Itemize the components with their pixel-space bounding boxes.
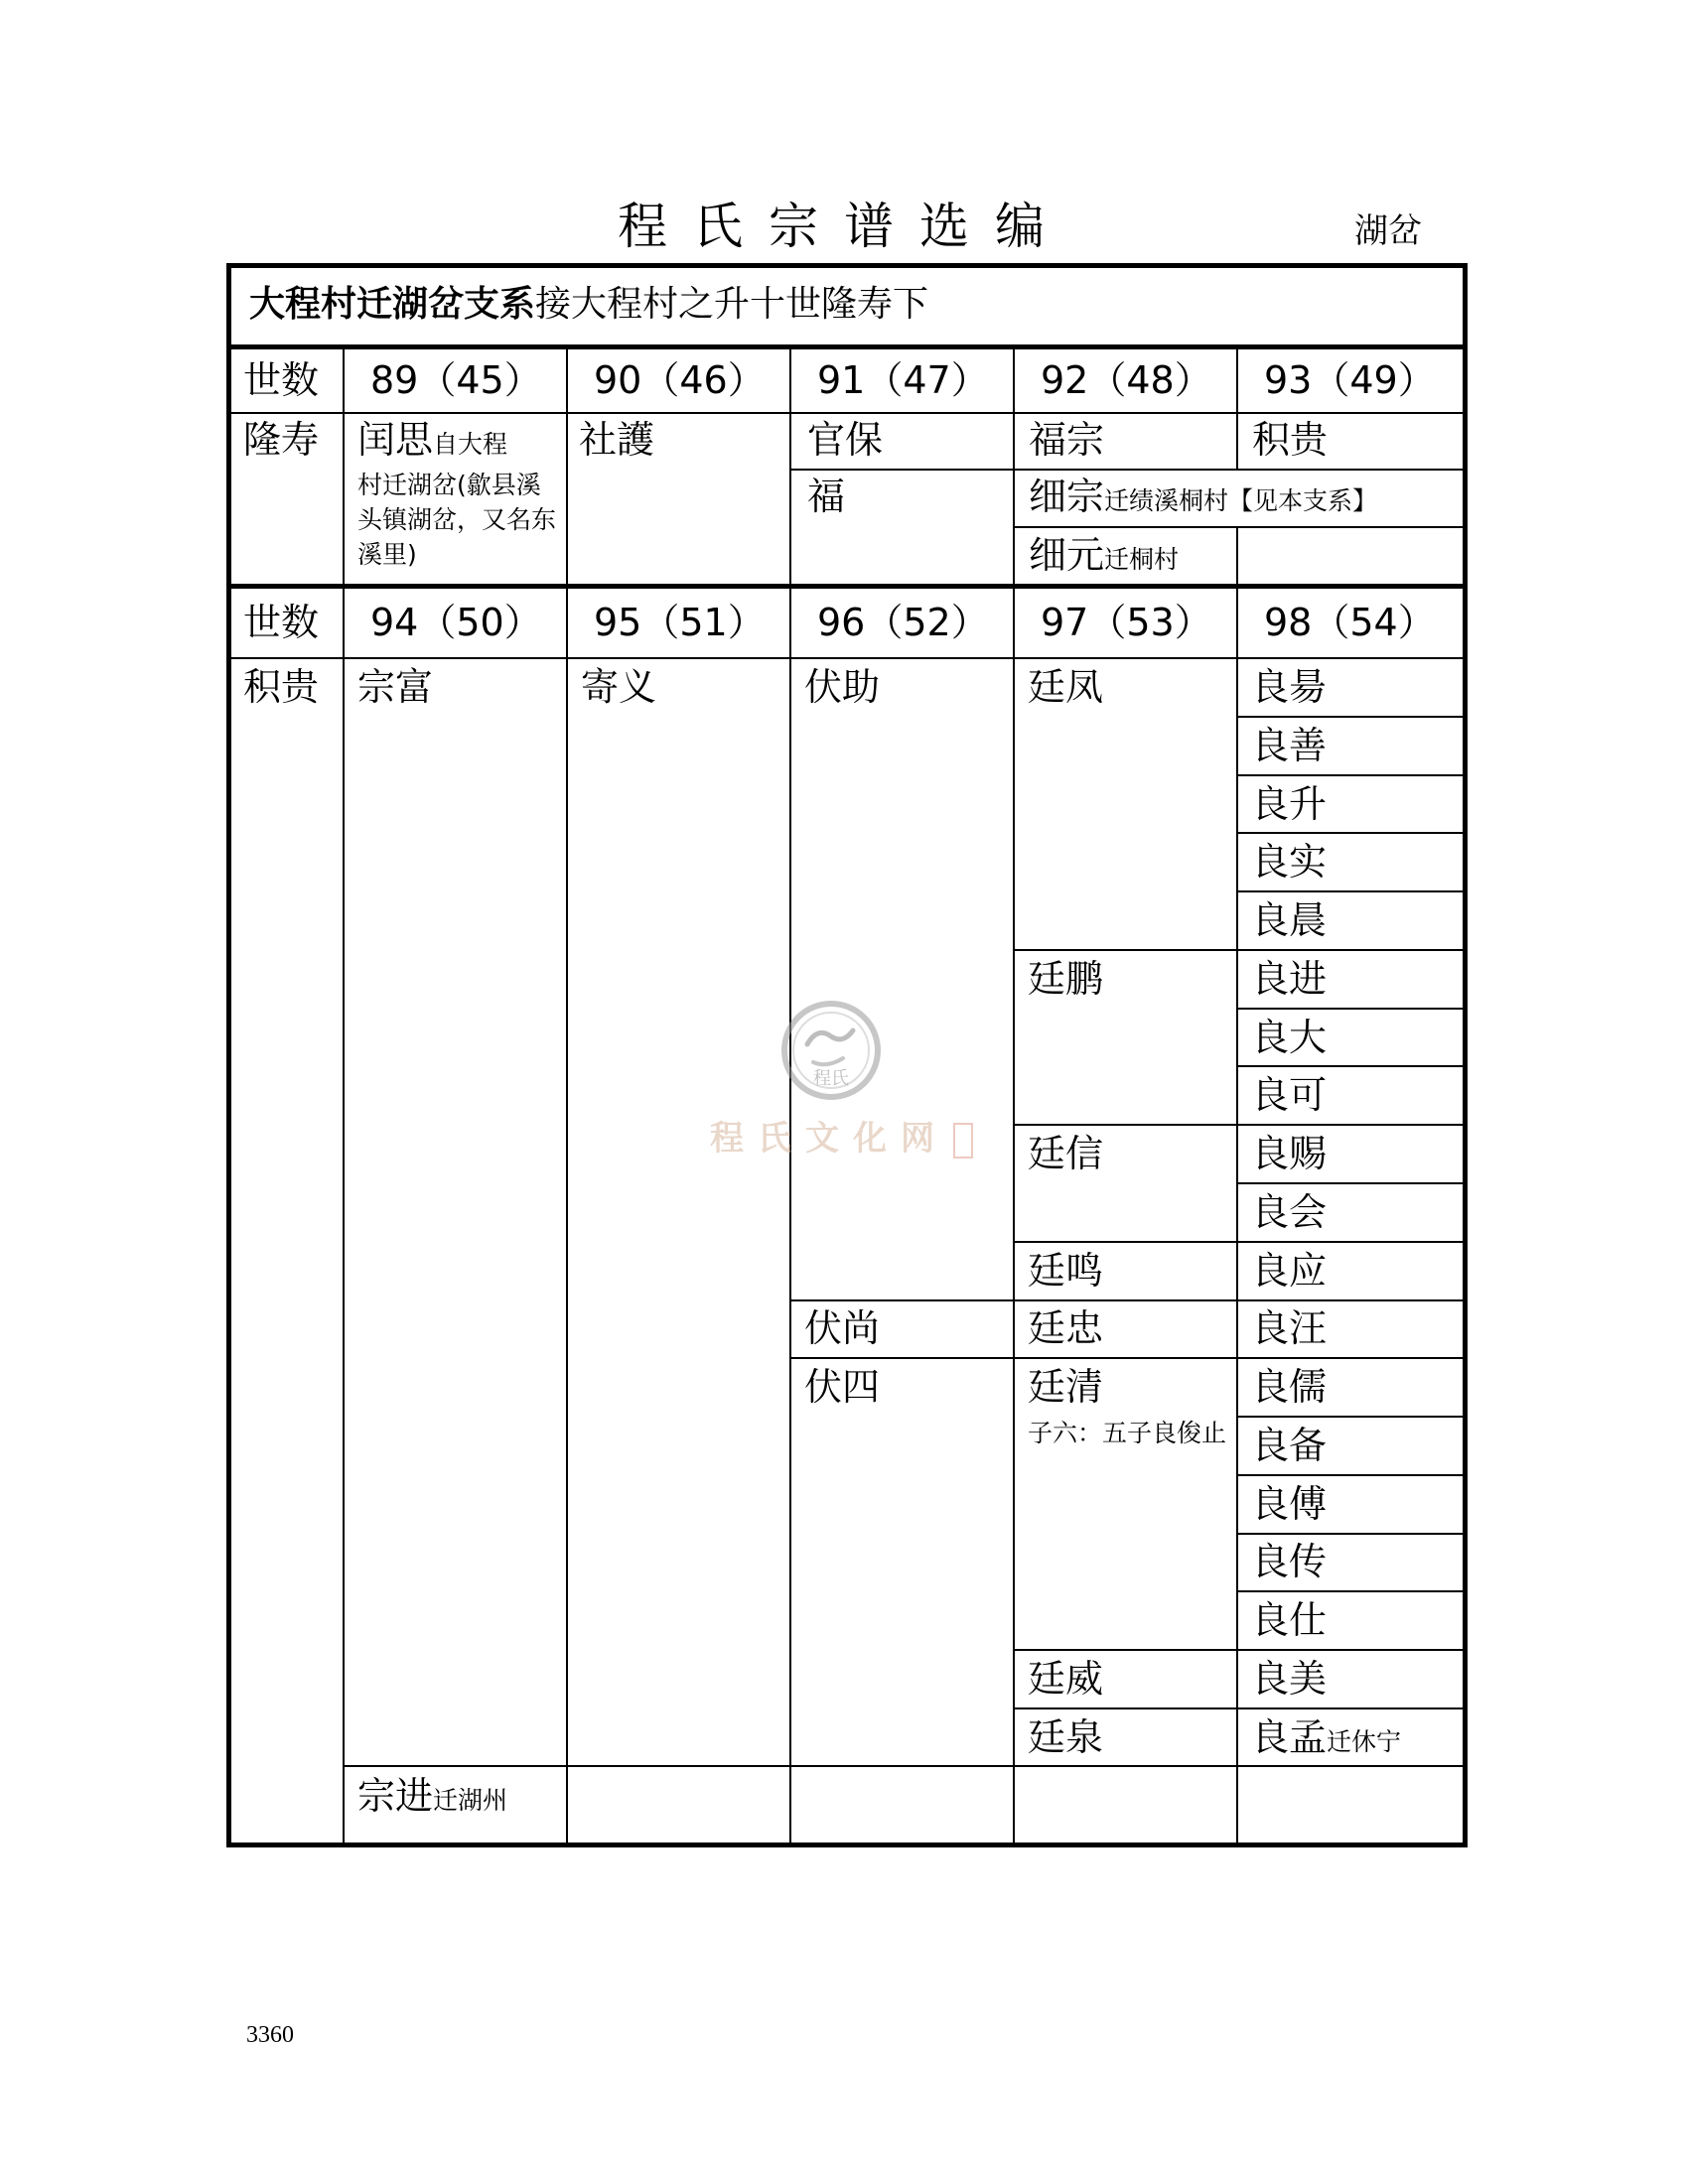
rule-header2 — [231, 657, 1463, 659]
person-note: 迁湖州 — [433, 1786, 508, 1815]
rule-under-title — [231, 344, 1463, 349]
person-note-paragraph: 子六：五子良俊止 — [1028, 1419, 1227, 1447]
branch-title — [249, 280, 928, 330]
gen-header: 95（51） — [594, 601, 766, 644]
person-name: 良传 — [1251, 1540, 1328, 1583]
vrule-s2 — [789, 589, 791, 1843]
person-name: 福宗 — [1029, 418, 1105, 462]
person-name: 良汪 — [1251, 1306, 1328, 1350]
vrule-s2 — [343, 589, 345, 1843]
rule-98 — [1236, 832, 1463, 834]
gen-header: 93（49） — [1264, 358, 1436, 402]
vrule-s1 — [1013, 349, 1015, 584]
person-name: 廷威 — [1028, 1657, 1104, 1701]
person-name-text: 宗进 — [357, 1774, 434, 1818]
person-name: 良傅 — [1251, 1482, 1328, 1526]
vrule-s2 — [1236, 589, 1238, 1843]
person-name: 廷鹏 — [1028, 957, 1104, 1001]
gen-header: 94（50） — [370, 601, 542, 644]
branch-title-main: 大程村迁湖岔支系 — [249, 284, 536, 325]
person-name: 积贵 — [1252, 418, 1329, 462]
gen-header: 96（52） — [817, 601, 989, 644]
vrule-s1 — [343, 349, 345, 584]
person-name: 良昜 — [1251, 665, 1328, 709]
gen-label: 世数 — [243, 601, 320, 644]
person-name-text: 细元 — [1029, 533, 1105, 577]
gen-header: 90（46） — [594, 358, 766, 402]
person-name: 良大 — [1251, 1016, 1328, 1059]
person-name-text: 细宗 — [1029, 475, 1105, 518]
rule-96-98 — [789, 1357, 1463, 1359]
rule-98 — [1236, 1474, 1463, 1476]
vrule-s2 — [566, 589, 568, 1843]
person-name: 良应 — [1251, 1249, 1328, 1293]
person-note: 迁绩溪桐村【见本支系】 — [1104, 486, 1378, 515]
person-name: 良实 — [1251, 840, 1328, 884]
gen-label: 世数 — [243, 358, 320, 402]
person-name: 良仕 — [1251, 1598, 1328, 1642]
person-name: 良美 — [1251, 1657, 1328, 1701]
site-watermark — [710, 993, 978, 1191]
person-name: 社護 — [579, 418, 655, 462]
person-note: 迁桐村 — [1104, 545, 1180, 574]
rule-98 — [1236, 716, 1463, 718]
gen-header: 91（47） — [817, 358, 989, 402]
watermark-seal-icon — [710, 993, 978, 1191]
rule-98 — [1236, 1182, 1463, 1184]
vrule-s1-93a — [1236, 349, 1238, 469]
gen-header: 97（53） — [1041, 601, 1212, 644]
rule-98 — [1236, 1533, 1463, 1535]
person-name: 良可 — [1251, 1073, 1328, 1117]
person-name: 良晨 — [1251, 898, 1328, 942]
person-name: 宗富 — [357, 665, 434, 709]
person-name: 伏尚 — [804, 1306, 881, 1350]
person-note-paragraph: 村迁湖岔(歙县溪头镇湖岔，又名东溪里) — [357, 471, 557, 569]
branch-title-note: 接大程村之升十世隆寿下 — [535, 284, 929, 325]
rule-98 — [1236, 1008, 1463, 1010]
person-name: 良升 — [1251, 782, 1328, 826]
person-note: 自大程 — [433, 430, 508, 459]
ancestor-name: 隆寿 — [243, 418, 320, 462]
person-name: 廷信 — [1028, 1132, 1104, 1175]
person-name: 良会 — [1251, 1190, 1328, 1234]
person-name: 良儒 — [1251, 1365, 1328, 1409]
rule-r1 — [789, 469, 1463, 471]
rule-98 — [1236, 1590, 1463, 1592]
person-name: 良善 — [1251, 724, 1328, 767]
rule-section-break — [231, 584, 1463, 589]
header-place-name: 湖岔 — [1354, 211, 1422, 251]
vrule-s1-93c — [1236, 528, 1238, 584]
person-name: 廷清 — [1028, 1365, 1104, 1409]
vrule-s1 — [566, 349, 568, 584]
person-name: 廷凤 — [1028, 665, 1104, 709]
person-name — [1251, 1712, 1401, 1767]
gen-header: 92（48） — [1041, 358, 1212, 402]
person-name-text: 闰思 — [357, 418, 434, 462]
rule-header1 — [231, 412, 1463, 414]
person-name: 伏助 — [804, 665, 881, 709]
vrule-s1 — [789, 349, 791, 584]
ancestor-name: 积贵 — [243, 665, 320, 709]
rule-98 — [1236, 1065, 1463, 1067]
person-name: 寄义 — [581, 665, 657, 709]
page-number: 3360 — [246, 2022, 294, 2048]
person-note: 迁休宁 — [1327, 1727, 1402, 1756]
person-name: 廷鸣 — [1028, 1249, 1104, 1293]
rule-96-98 — [789, 1299, 1463, 1301]
rule-98 — [1236, 774, 1463, 776]
person-name: 廷忠 — [1028, 1306, 1104, 1350]
person-name: 良备 — [1251, 1424, 1328, 1467]
watermark-site-text: 程氏文化网 — [710, 1119, 948, 1159]
person-name — [1029, 530, 1179, 585]
gen-header: 89（45） — [370, 358, 542, 402]
person-name — [357, 1771, 507, 1826]
rule-98 — [1236, 1416, 1463, 1418]
person-name: 廷泉 — [1028, 1715, 1104, 1759]
person-name: 官保 — [807, 418, 884, 462]
rule-98 — [1236, 890, 1463, 892]
gen-header: 98（54） — [1264, 601, 1436, 644]
person-name — [357, 415, 507, 470]
person-name-text: 良孟 — [1251, 1715, 1328, 1759]
page-title: 程氏宗谱选编 — [618, 198, 1070, 255]
person-name — [1029, 472, 1377, 526]
person-name: 福 — [807, 475, 846, 518]
person-name: 良进 — [1251, 957, 1328, 1001]
vrule-s2 — [1013, 589, 1015, 1843]
watermark-seal-text: 程氏 — [813, 1068, 849, 1089]
person-name: 伏四 — [804, 1365, 881, 1409]
person-name: 良赐 — [1251, 1132, 1328, 1175]
